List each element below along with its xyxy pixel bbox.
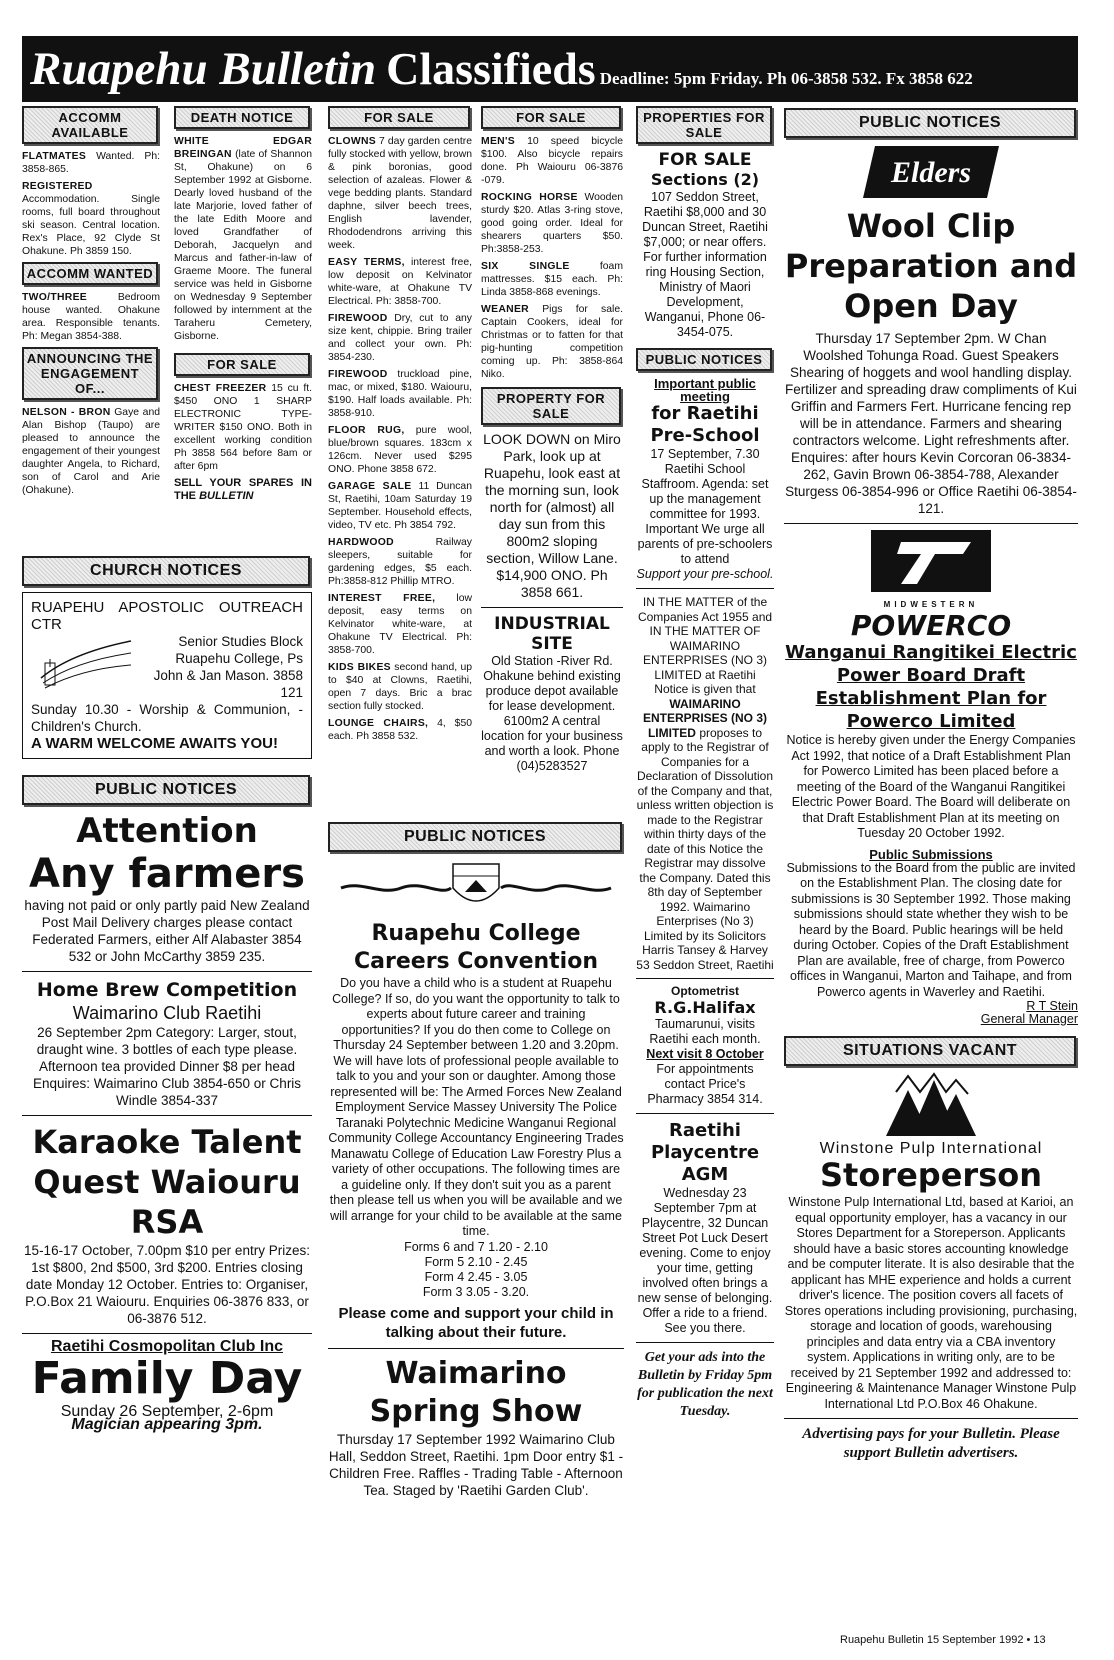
optometrist-next: Next visit 8 October (646, 1047, 764, 1061)
winstone-mountain-logo-icon (886, 1072, 976, 1136)
ad-registered: REGISTERED Accommodation. Single rooms, full board throughout ski season. Central location. Rex's Place, 92 Clyde St Ohakune. Ph 3859 150. (22, 181, 160, 257)
spring-show-body: Thursday 17 September 1992 Waimarino Club Hall, Seddon Street, Raetihi. 1pm Door entry $1 - Children Free. Raffles - Trading Table - Afternoon Tea. Staged by 'Raetihi Garden Club'. (328, 1431, 624, 1498)
karaoke-title: Karaoke Talent Quest Waiouru RSA (32, 1123, 302, 1241)
heading-public-notices: PUBLIC NOTICES (784, 108, 1076, 138)
heading-accomm-wanted: ACCOMM WANTED (22, 262, 158, 285)
svg-text:Elders: Elders (890, 156, 972, 189)
column-2 (174, 104, 312, 544)
powerco-body2: Submissions to the Board from the public are invited on the Establishment Plan. The closing date for submissions is 30 September 1992. Those making submissions should state whether they wish to be heard by the Board. Public hearings will be held during October. Copies of the Draft Establishment Plan are available, free of charge, from Powerco offices in Wanganui, Marton and Taihape, and from Powerco agents in Waverley and Raetihi. (786, 860, 1076, 999)
heading-public-notices: PUBLIC NOTICES (328, 822, 622, 852)
classified-ad: FLOOR RUG, pure wool, blue/brown squares. 183cm x 126cm. Never used $295 ONO. Phone 3858 672. (328, 425, 472, 475)
heading-death-notice: DEATH NOTICE (174, 106, 310, 129)
classified-ad: WEANER Pigs for sale. Captain Cookers, ideal for Christmas or to fatten for that pig-hunting competition coming up. Ph: 3858-864 Niko. (481, 304, 624, 380)
ad-two-three: TWO/THREE Bedroom house wanted. Ohakune area. Responsible tenants. Ph: Megan 3854-388. (22, 292, 160, 342)
storeperson-body: Winstone Pulp International Ltd, based at Karioi, an equal opportunity employer, has a vacancy in our Stores Department for a Storeperson. Applicants should have a basic stores accounting knowledge and be computer literate. It is also desirable that the applicant has MHE experience and holds a current driver's licence. The position covers all facets of Stores operations including provisioning, purchasing, storage and location of goods, warehousing principles and data entry via a CBA inventory system. Applications in writing only, are to be received by 21 September 1992 and addressed to: Engineering & Maintenance Manager Winstone Pulp International Ltd P.O.Box 46 Ohakune. (784, 1195, 1078, 1411)
karaoke-body: 15-16-17 October, 7.00pm $10 per entry Prizes: 1st $800, 2nd $500, 3rd $200. Entries closing date Monday 12 October. Entries to: Organiser, P.O.Box 21 Waiouru. Enquiries 06-3876 833, or 06-3876 512. (24, 1243, 310, 1326)
column-6 (784, 104, 1078, 1504)
wool-clip-title: Wool Clip Preparation and Open Day (784, 207, 1078, 325)
family-day-title: Family Day (31, 1353, 303, 1404)
winstone-name: Winstone Pulp International (819, 1140, 1043, 1157)
church-sunrise-icon (31, 633, 141, 693)
powerco-midwestern: MIDWESTERN (883, 600, 979, 609)
ad-nelson-bron: NELSON - BRON Gaye and Alan Bishop (Taupo) are pleased to announce the engagement of their youngest daughter Angela, to Richard, son of Carol and Arie (Ohakune). (22, 407, 161, 496)
classified-ad: GARAGE SALE 11 Duncan St, Raetihi, 10am Saturday 19 September. Household effects, video, TV etc. Ph 3854 792. (328, 481, 472, 531)
advertising-notice: Advertising pays for your Bulletin. Please support Bulletin advertisers. (802, 1426, 1060, 1461)
church-title: RUAPEHU APOSTOLIC OUTREACH CTR (31, 599, 303, 633)
careers-convention-body: Do you have a child who is a student at Ruapehu College? If so, do you want the opportunity to talk to experts about future career and training opportunities? If you do then come to College on Thursday 24 September between 1.20 and 3.20pm. We will have lots of professional people available to talk to you and your son or daughter. Among those represented will be: The Armed Forces New Zealand Employment Service Massey University The Police Taranaki Polytechnic Medicine Wanganui Regional Community College Accountancy Engineering Trades Manawatu College of Education Law Forestry Plus a variety of other occupations. The following times are a guideline only. If they don't suit you as a parent then please tell us when you will be available and we will arrange for your child to be available at the same time. (328, 976, 624, 1238)
careers-form-time: Form 3 3.05 - 3.20. (422, 1284, 530, 1299)
for-sale-title: FOR SALE (658, 150, 752, 170)
careers-convention-title: Ruapehu College Careers Convention (354, 921, 598, 974)
attention-title: Attention (76, 811, 258, 851)
column-3-4-lower (328, 818, 624, 1632)
attention-body: having not paid or only partly paid New Zealand Post Mail Delivery charges please contact Federated Farmers, either Alf Alabaster 3854 532 or John McCarthy 3859 235. (24, 898, 310, 964)
get-ads-notice: Get your ads into the Bulletin by Friday 5pm for publication the next Tuesday. (637, 1350, 773, 1419)
classified-ad: HARDWOOD Railway sleepers, suitable for gardening edges, $5 each. Ph:3858-812 Phillip MTRO. (328, 537, 472, 587)
preschool-body: 17 September, 7.30 Raetihi School Staffroom. Agenda: set up the management committee for 1993. Important We urge all parents of pre-schoolers to attend (637, 447, 773, 566)
family-day-body: Sunday 26 September, 2-6pm (60, 1403, 274, 1420)
industrial-site-title: INDUSTRIAL SITE (494, 614, 610, 654)
heading-for-sale: FOR SALE (174, 353, 310, 376)
cosmopolitan-club: Raetihi Cosmopolitan Club Inc (50, 1338, 283, 1355)
home-brew-title: Home Brew Competition (36, 979, 298, 1001)
industrial-site-body: Old Station -River Rd. Ohakune behind existing produce depot available for lease development. 6100m2 A central location for your business and worth a look. Phone (04)5283527 (481, 654, 623, 773)
heading-property-for-sale: PROPERTY FOR SALE (481, 387, 621, 425)
careers-convention-close: Please come and support your child in talking about their future. (338, 1304, 614, 1341)
powerco-headline: Wanganui Rangitikei Electric Power Board Draft Establishment Plan for Powerco Limited (785, 642, 1077, 732)
masthead (22, 36, 1078, 102)
powerco-submissions: Public Submissions (869, 846, 993, 862)
optometrist-name: R.G.Halifax (654, 998, 756, 1017)
sell-spares: SELL YOUR SPARES IN THE BULLETIN (174, 477, 312, 502)
preschool-title: for Raetihi Pre-School (650, 403, 760, 446)
classified-ad: INTEREST FREE, low deposit, easy terms on Kelvinator white-ware, at Ohakune TV Electrical. Ph: 3858-700. (328, 593, 472, 656)
for-sale-body: 107 Seddon Street, Raetihi $8,000 and 30 Duncan Street, Raetihi $7,000; or near offers. For further information ring Housing Section, Ministry of Maori Development, Wanganui, Phone 06-3454-075. (642, 190, 768, 339)
heading-public-notices: PUBLIC NOTICES (22, 775, 310, 805)
heading-properties-for-sale: PROPERTIES FOR SALE (636, 106, 772, 144)
powerco-name: POWERCO (850, 609, 1012, 642)
optometrist-body2: For appointments contact Price's Pharmacy 3854 314. (647, 1062, 763, 1106)
playcentre-body: Wednesday 23 September 7pm at Playcentre, 32 Duncan Street Pot Luck Desert evening. Come to enjoy your time, getting involved often brings a new sense of belonging. Offer a ride to a friend. See you there. (637, 1186, 773, 1335)
masthead-deadline: Deadline: 5pm Friday. Ph 06-3858 532. Fx 3858 622 (599, 69, 973, 88)
powerco-signature: R T Stein (1026, 999, 1078, 1013)
death-notice: WHITE EDGAR BREINGAN (late of Shannon St, Ohakune) on 6 September 1992 at Gisborne. Dearly loved husband of the late Marjorie, loved father of the late Edith Moore and loved Grandfather of Deborah, Jacquelyn and Marcus and father-in-law of Graeme Moore. The funeral service was held in Gisborne on Wednesday 9 September followed by internment at the Taraheru Cemetery, Gisborne. (174, 136, 312, 342)
page-footer: Ruapehu Bulletin 15 September 1992 • 13 (840, 1634, 1046, 1646)
playcentre-title: Raetihi Playcentre AGM (650, 1120, 760, 1185)
classified-ad: CLOWNS 7 day garden centre fully stocked with yellow, brown & pink boronias, good selection of azaleas. Flower & vege bedding plants. Standard daphne, silver beech trees, English lavender, Rhododendrons arriving this week. (328, 136, 472, 251)
church-welcome: A WARM WELCOME AWAITS YOU! (31, 735, 278, 752)
column-5 (636, 104, 774, 1634)
elders-logo (861, 144, 1001, 200)
heading-situations-vacant: SITUATIONS VACANT (784, 1036, 1076, 1066)
home-brew-body: 26 September 2pm Category: Larger, stout, draught wine. 3 bottles of each type please. Afternoon tea provided Dinner $8 per head Enquires: Waimarino Club 3854-650 or Chris Windle 3854-337 (32, 1025, 302, 1108)
column-1 (22, 104, 160, 544)
careers-form-time: Forms 6 and 7 1.20 - 2.10 (404, 1239, 548, 1254)
column-1-2-lower (22, 552, 312, 1632)
heading-public-notices: PUBLIC NOTICES (636, 348, 772, 371)
column-3 (328, 104, 472, 824)
ad-chest-freezer: CHEST FREEZER 15 cu ft. $450 ONO 1 SHARP ELECTRONIC TYPE-WRITER $150 ONO. Both in excellent working condition Ph 3858 564 before 8am or after 6pm (174, 383, 313, 472)
heading-for-sale: FOR SALE (481, 106, 621, 129)
optometrist-label: Optometrist (670, 984, 739, 998)
any-farmers-title: Any farmers (29, 851, 305, 897)
ad-look-down: LOOK DOWN on Miro Park, look up at Ruapehu, look east at the morning sun, look north for (almost) all day sun from this 800m2 sloping section, Willow Lane. $14,900 ONO. Ph 3858 661. (483, 431, 621, 600)
church-sunday: Sunday 10.30 - Worship & Communion, -Children's Church. (31, 702, 303, 734)
storeperson-title: Storeperson (819, 1156, 1042, 1194)
masthead-classifieds: Classifieds (386, 43, 596, 94)
classified-ad: FIREWOOD truckload pine, mac, or mixed, $180. Waiouru, $190. Half loads available. Ph: 3858-910. (328, 369, 472, 419)
ruapehu-college-crest-icon (341, 858, 611, 914)
classified-ad: LOUNGE CHAIRS, 4, $50 each. Ph 3858 532. (328, 718, 472, 742)
ad-flatmates: FLATMATES Wanted. Ph: 3858-865. (22, 151, 161, 175)
heading-for-sale: FOR SALE (328, 106, 470, 129)
preschool-tagline: Support your pre-school. (636, 567, 774, 581)
powerco-body: Notice is hereby given under the Energy Companies Act 1992, that notice of a Draft Establishment Plan for Powerco Limited has been placed before a meeting of the Board of the Wanganui Rangitikei Electric Power Board. The Board will deliberate on that Draft Establishment Plan at its meeting on Tuesday 20 October 1992. (786, 733, 1076, 840)
heading-church-notices: CHURCH NOTICES (22, 556, 310, 586)
preschool-meeting: Important public meeting (654, 376, 756, 404)
classified-ad: FIREWOOD Dry, cut to any size kent, chippie. Bring trailer and collect your own. Ph: 3854-230. (328, 313, 473, 363)
home-brew-club: Waimarino Club Raetihi (72, 1003, 262, 1023)
classified-ad: SIX SINGLE foam mattresses. $15 each. Ph: Linda 3858-868 evenings. (481, 261, 623, 298)
careers-form-time: Form 5 2.10 - 2.45 (424, 1254, 528, 1269)
powerco-signature-title: General Manager (980, 1012, 1078, 1026)
spring-show-title: Waimarino Spring Show (369, 1355, 583, 1429)
masthead-title: Ruapehu Bulletin (30, 43, 377, 95)
powerco-logo-icon (871, 530, 991, 592)
family-day-magician: Magician appearing 3pm. (71, 1416, 263, 1433)
heading-engagement: ANNOUNCING THE ENGAGEMENT OF... (22, 347, 158, 400)
wool-clip-body: Thursday 17 September 2pm. W Chan Woolshed Tohunga Road. Guest Speakers Shearing of hoggets and wool handling display. Fertilizer and spreading draw compliments of Kui Griffin and Farmers Fert. Hurricane fencing rep will be in attendance. Farmers and shearing contractors welcome. Light refreshments after. Enquires: after hours Kevin Corcoran 06-3834-262, Gavin Brown 06-3854-788, Alexander Sturgess 06-3854-996 or Office Raetihi 06-3854-121. (785, 331, 1077, 516)
church-address: Senior Studies Block Ruapehu College, Ps John & Jan Mason. 3858 121 (153, 634, 303, 700)
column-4 (481, 104, 624, 773)
heading-accomm-available: ACCOMM AVAILABLE (22, 106, 158, 144)
classified-ad: KIDS BIKES second hand, up to $40 at Clowns, Raetihi, open 7 days. Bric a brac section fully stocked. (328, 662, 473, 712)
classified-ad: EASY TERMS, interest free, low deposit on Kelvinator white-ware, at Ohakune TV Electrical. Ph: 3858-700. (328, 257, 472, 307)
waimarino-matter: IN THE MATTER of the Companies Act 1955 and IN THE MATTER OF WAIMARINO ENTERPRISES (NO 3) LIMITED at Raetihi Notice is given that WAIMARINO ENTERPRISES (NO 3) LIMITED proposes to apply to the Registrar of Companies for a Declaration of Dissolution of the Company and that, unless written objection is made to the Registrar within thirty days of the date of this Notice the Registrar may dissolve the Company. Dated this 8th day of September 1992. Waimarino Enterprises (No 3) Limited by its Solicitors Harris Tansey & Harvey 53 Seddon Street, Raetihi (636, 595, 774, 972)
for-sale-sections: Sections (2) (650, 170, 760, 189)
careers-form-time: Form 4 2.45 - 3.05 (424, 1269, 528, 1284)
optometrist-body: Taumarunui, visits Raetihi each month. (649, 1017, 761, 1046)
church-notice-box (22, 592, 312, 759)
classified-ad: ROCKING HORSE Wooden sturdy $20. Atlas 3-ring stove, good going order. Ideal for shearers quarters $50. Ph:3858-253. (481, 192, 623, 255)
classified-ad: MEN'S 10 speed bicycle $100. Also bicycle repairs done. Ph Waiouru 06-3876 -079. (481, 136, 623, 186)
